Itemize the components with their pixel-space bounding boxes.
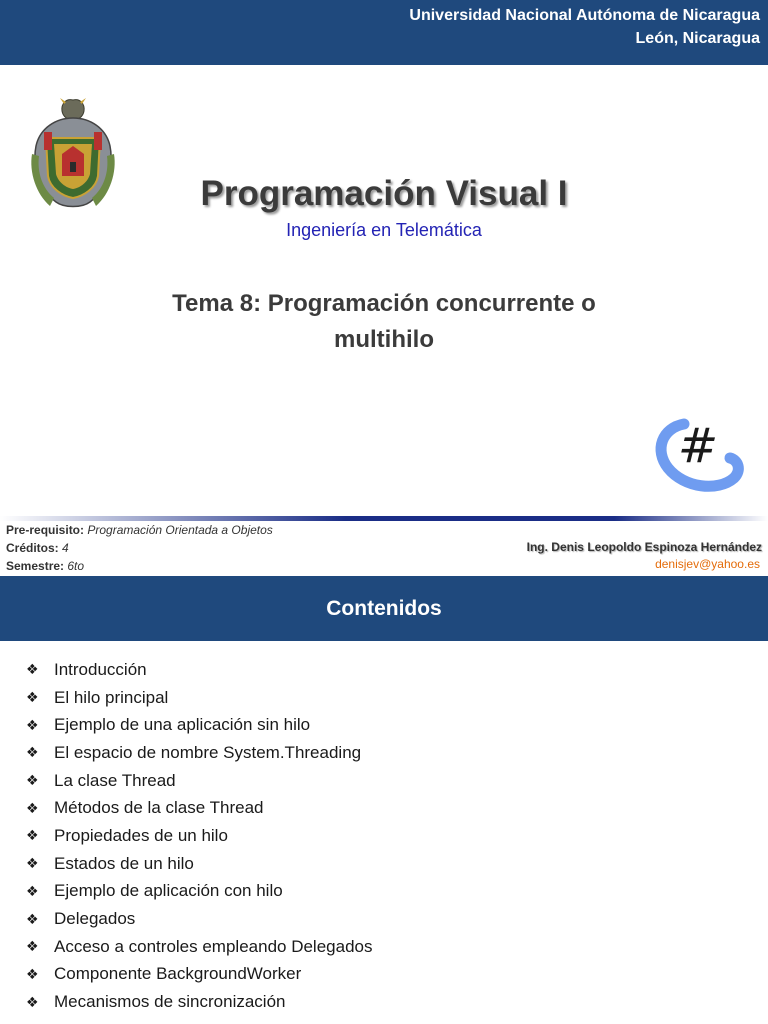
semester-value: 6to	[67, 559, 85, 573]
list-item	[26, 822, 372, 850]
list-item	[26, 850, 372, 878]
list-item	[26, 933, 372, 961]
list-item-label: El hilo principal	[54, 687, 169, 707]
prerequisite-line	[6, 523, 273, 537]
list-item	[26, 711, 372, 739]
section-divider	[0, 516, 768, 521]
bullet-icon: ❖	[26, 827, 39, 844]
prerequisite-value: Programación Orientada a Objetos	[87, 523, 273, 537]
semester-line	[6, 559, 84, 573]
list-item-label: Estados de un hilo	[54, 853, 194, 873]
credits-label: Créditos:	[6, 541, 59, 555]
contents-title: Contenidos	[326, 597, 442, 620]
program-subtitle: Ingeniería en Telemática	[286, 220, 482, 240]
topic-title: Tema 8: Programación concurrente o multihilo	[172, 290, 596, 353]
list-item-label: Métodos de la clase Thread	[54, 798, 264, 818]
list-item	[26, 905, 372, 933]
list-item-label: Componente BackgroundWorker	[54, 964, 302, 984]
logo-hash-text: #	[677, 418, 719, 474]
list-item-label: Delegados	[54, 909, 136, 929]
credits-value: 4	[62, 541, 69, 555]
contents-list	[26, 656, 372, 1016]
semester-label: Semestre:	[6, 559, 65, 573]
university-name: Universidad Nacional Autónoma de Nicaragua	[409, 7, 760, 24]
bullet-icon: ❖	[26, 993, 39, 1010]
bullet-icon: ❖	[26, 855, 39, 872]
credits-line	[6, 541, 69, 555]
city-name: León, Nicaragua	[635, 30, 760, 47]
bullet-icon: ❖	[26, 689, 39, 706]
list-item-label: La clase Thread	[54, 770, 176, 790]
list-item	[26, 878, 372, 906]
bullet-icon: ❖	[26, 938, 39, 955]
list-item	[26, 767, 372, 795]
list-item-label: Acceso a controles empleando Delegados	[54, 936, 373, 956]
bullet-icon: ❖	[26, 661, 39, 678]
list-item-label: Propiedades de un hilo	[54, 825, 228, 845]
author-name: Ing. Denis Leopoldo Espinoza Hernández	[526, 540, 762, 554]
list-item	[26, 684, 372, 712]
list-item-label: Mecanismos de sincronización	[54, 992, 286, 1012]
list-item-label: Ejemplo de aplicación con hilo	[54, 881, 283, 901]
prerequisite-label: Pre-requisito:	[6, 523, 85, 537]
csharp-logo-icon	[648, 400, 752, 500]
course-title: Programación Visual I	[200, 174, 568, 213]
bullet-icon: ❖	[26, 799, 39, 816]
list-item	[26, 961, 372, 989]
author-email: denisjev@yahoo.es	[655, 557, 760, 571]
bullet-icon: ❖	[26, 716, 39, 733]
bullet-icon: ❖	[26, 965, 39, 982]
list-item	[26, 656, 372, 684]
list-item	[26, 794, 372, 822]
list-item	[26, 739, 372, 767]
list-item-label: El espacio de nombre System.Threading	[54, 742, 362, 762]
bullet-icon: ❖	[26, 772, 39, 789]
bullet-icon: ❖	[26, 882, 39, 899]
bullet-icon: ❖	[26, 910, 39, 927]
list-item-label: Introducción	[54, 659, 147, 679]
bullet-icon: ❖	[26, 744, 39, 761]
list-item-label: Ejemplo de una aplicación sin hilo	[54, 715, 311, 735]
list-item	[26, 988, 372, 1016]
